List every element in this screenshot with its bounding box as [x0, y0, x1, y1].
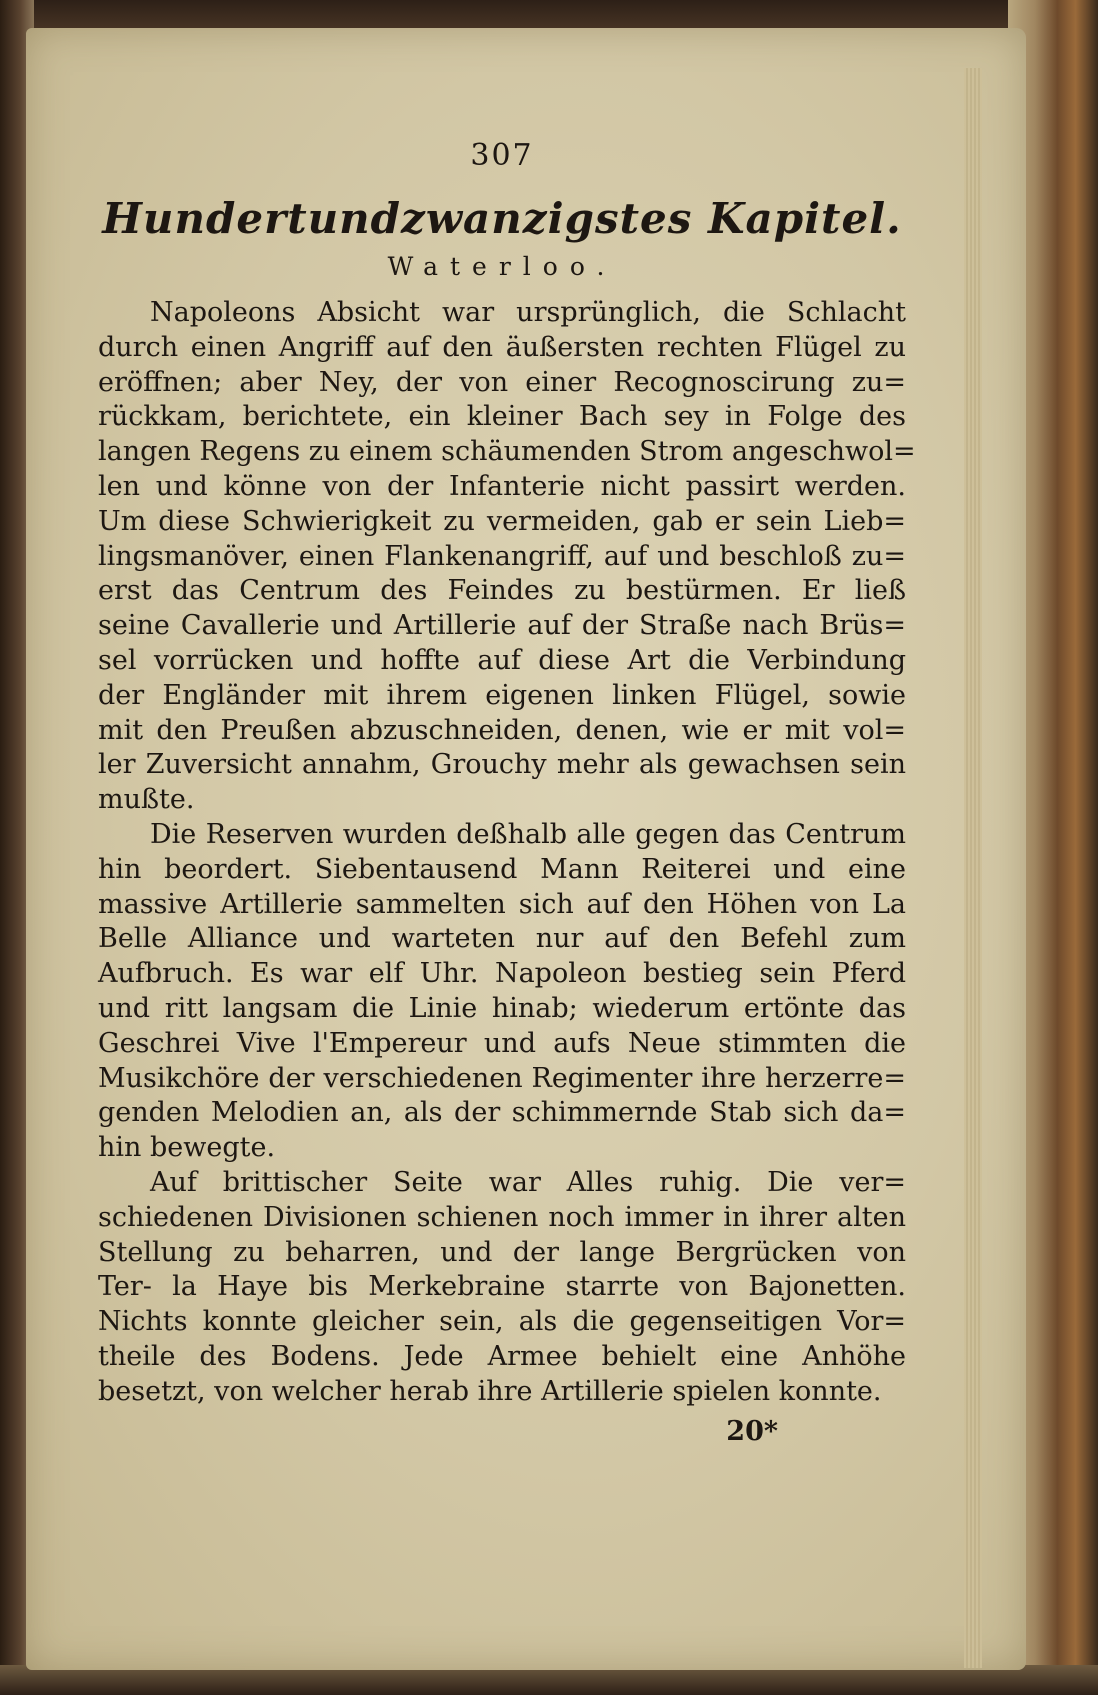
text-line: Ter- la Haye bis Merkebraine starrte von Bajonetten. [98, 1271, 906, 1303]
text-line: Nichts konnte gleicher sein, als die gegenseitigen Vor= [98, 1306, 906, 1338]
text-line: massive Artillerie sammelten sich auf den Höhen von La [98, 888, 906, 920]
page-edges [964, 68, 982, 1668]
text-line: langen Regens zu einem schäumenden Strom angeschwol= [98, 436, 916, 468]
paragraph-1 [98, 296, 916, 818]
text-line: ler Zuversicht annahm, Grouchy mehr als gewachsen sein [98, 749, 906, 781]
text-line: eröffnen; aber Ney, der von einer Recognoscirung zu= [98, 366, 906, 398]
chapter-title: Hundertundzwanzigstes Kapitel. [102, 194, 902, 243]
text-line: mit den Preußen abzuschneiden, denen, wie er mit vol= [98, 714, 906, 746]
page-number: 307 [470, 138, 534, 173]
text-line: Geschrei Vive l'Empereur und aufs Neue stimmten die [98, 1027, 906, 1059]
text-line: besetzt, von welcher herab ihre Artillerie spielen konnte. [98, 1375, 882, 1407]
text-line: Napoleons Absicht war ursprünglich, die Schlacht [150, 297, 906, 328]
text-line: Aufbruch. Es war elf Uhr. Napoleon bestieg sein Pferd [98, 958, 906, 990]
text-line: Die Reserven wurden deßhalb alle gegen das Centrum [150, 818, 906, 850]
text-line: hin beordert. Siebentausend Mann Reiterei und eine [98, 853, 906, 885]
signature-mark: 20* [726, 1415, 778, 1447]
text-line: rückkam, berichtete, ein kleiner Bach sey in Folge des [98, 401, 906, 433]
text-line: Belle Alliance und warteten nur auf den Befehl zum [98, 923, 906, 955]
text-line: theile des Bodens. Jede Armee behielt eine Anhöhe [98, 1340, 906, 1372]
text-line: Musikchöre der verschiedenen Regimenter ihre herzerre= [98, 1062, 906, 1094]
text-line: genden Melodien an, als der schimmernde Stab sich da= [98, 1097, 906, 1129]
paragraph-2 [98, 818, 906, 1166]
paragraph-3 [98, 1166, 906, 1410]
text-line: erst das Centrum des Feindes zu bestürmen. Er ließ [98, 575, 906, 607]
text-line: Um diese Schwierigkeit zu vermeiden, gab er sein Lieb= [98, 505, 906, 537]
page-text [98, 110, 916, 1450]
chapter-subtitle: Waterloo. [387, 252, 617, 281]
text-line: Stellung zu beharren, und der lange Bergrücken von [98, 1236, 906, 1268]
text-line: durch einen Angriff auf den äußersten rechten Flügel zu [98, 331, 906, 363]
text-line: lingsmanöver, einen Flankenangriff, auf und beschloß zu= [98, 540, 906, 572]
text-line: der Engländer mit ihrem eigenen linken Flügel, sowie [98, 679, 906, 711]
text-line: mußte. [98, 784, 195, 816]
text-line: sel vorrücken und hoffte auf diese Art die Verbindung [98, 644, 906, 676]
text-line: und ritt langsam die Linie hinab; wiederum ertönte das [98, 992, 906, 1024]
text-line: Auf brittischer Seite war Alles ruhig. Die ver= [150, 1166, 906, 1198]
text-line: schiedenen Divisionen schienen noch immer in ihrer alten [98, 1201, 906, 1233]
text-line: seine Cavallerie und Artillerie auf der Straße nach Brüs= [98, 610, 906, 642]
text-line: len und könne von der Infanterie nicht passirt werden. [98, 470, 906, 502]
text-line: hin bewegte. [98, 1132, 276, 1164]
